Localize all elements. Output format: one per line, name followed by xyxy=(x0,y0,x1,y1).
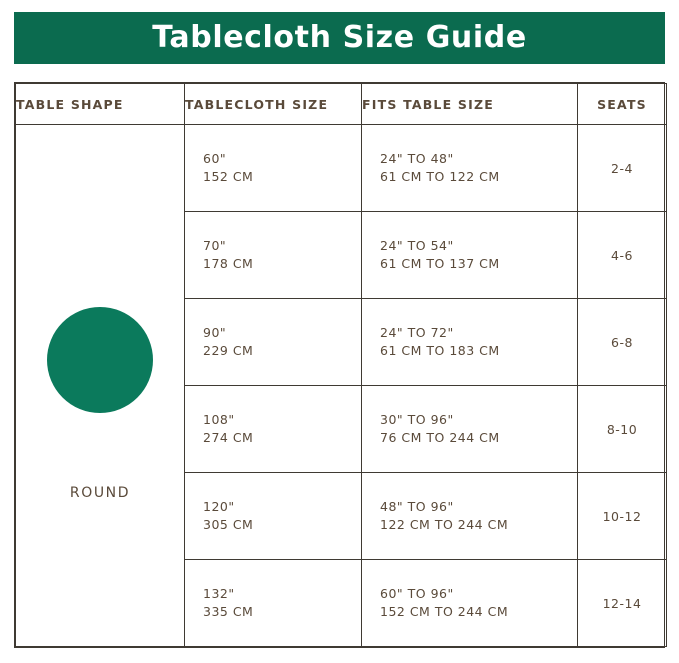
size-cm: 178 CM xyxy=(203,256,254,271)
table-header-row xyxy=(16,84,667,125)
fits-text xyxy=(362,498,577,534)
fits-inches: 24" TO 48" xyxy=(380,150,454,166)
cell-tablecloth-size xyxy=(185,386,362,473)
size-cm: 335 CM xyxy=(203,604,254,619)
column-header-table-shape: TABLE SHAPE xyxy=(16,84,185,125)
cell-fits-table-size xyxy=(362,473,578,560)
size-text xyxy=(185,411,361,447)
shape-cell-round xyxy=(16,125,185,647)
fits-inches: 60" TO 96" xyxy=(380,585,454,601)
shape-label: ROUND xyxy=(69,485,131,501)
fits-cm: 61 CM TO 137 CM xyxy=(380,256,500,271)
fits-cm: 61 CM TO 183 CM xyxy=(380,343,500,358)
cell-seats: 2-4 xyxy=(578,125,667,212)
fits-inches: 48" TO 96" xyxy=(380,498,454,514)
page-title: Tablecloth Size Guide xyxy=(152,20,527,55)
size-cm: 229 CM xyxy=(203,343,254,358)
title-banner xyxy=(14,12,665,64)
column-header-fits-table-size: FITS TABLE SIZE xyxy=(362,84,578,125)
column-header-tablecloth-size: TABLECLOTH SIZE xyxy=(185,84,362,125)
circle-shape-icon xyxy=(47,307,153,413)
size-inches: 60" xyxy=(203,150,227,166)
size-cm: 274 CM xyxy=(203,430,254,445)
size-table-container xyxy=(14,82,665,648)
size-text xyxy=(185,237,361,273)
fits-cm: 76 CM TO 244 CM xyxy=(380,430,500,445)
cell-tablecloth-size xyxy=(185,212,362,299)
cell-tablecloth-size xyxy=(185,125,362,212)
cell-tablecloth-size xyxy=(185,473,362,560)
size-text xyxy=(185,150,361,186)
cell-seats: 4-6 xyxy=(578,212,667,299)
cell-seats: 8-10 xyxy=(578,386,667,473)
fits-cm: 61 CM TO 122 CM xyxy=(380,169,500,184)
fits-text xyxy=(362,237,577,273)
fits-text xyxy=(362,324,577,360)
cell-seats: 12-14 xyxy=(578,560,667,647)
table-body xyxy=(16,125,667,647)
fits-text xyxy=(362,150,577,186)
fits-cm: 152 CM TO 244 CM xyxy=(380,604,509,619)
fits-cm: 122 CM TO 244 CM xyxy=(380,517,509,532)
table-row xyxy=(16,125,667,212)
cell-tablecloth-size xyxy=(185,560,362,647)
column-header-seats: SEATS xyxy=(578,84,667,125)
size-cm: 152 CM xyxy=(203,169,254,184)
cell-fits-table-size xyxy=(362,125,578,212)
cell-fits-table-size xyxy=(362,299,578,386)
fits-inches: 30" TO 96" xyxy=(380,411,454,427)
size-inches: 132" xyxy=(203,585,235,601)
cell-fits-table-size xyxy=(362,212,578,299)
fits-inches: 24" TO 54" xyxy=(380,237,454,253)
shape-graphic-wrap xyxy=(16,307,184,465)
size-inches: 120" xyxy=(203,498,235,514)
size-cm: 305 CM xyxy=(203,517,254,532)
table-header xyxy=(16,84,667,125)
size-inches: 70" xyxy=(203,237,227,253)
cell-tablecloth-size xyxy=(185,299,362,386)
size-table xyxy=(15,83,667,647)
fits-text xyxy=(362,411,577,447)
cell-fits-table-size xyxy=(362,560,578,647)
size-text xyxy=(185,585,361,621)
cell-seats: 6-8 xyxy=(578,299,667,386)
cell-seats: 10-12 xyxy=(578,473,667,560)
size-text xyxy=(185,498,361,534)
fits-text xyxy=(362,585,577,621)
cell-fits-table-size xyxy=(362,386,578,473)
fits-inches: 24" TO 72" xyxy=(380,324,454,340)
size-text xyxy=(185,324,361,360)
size-inches: 90" xyxy=(203,324,227,340)
size-inches: 108" xyxy=(203,411,235,427)
